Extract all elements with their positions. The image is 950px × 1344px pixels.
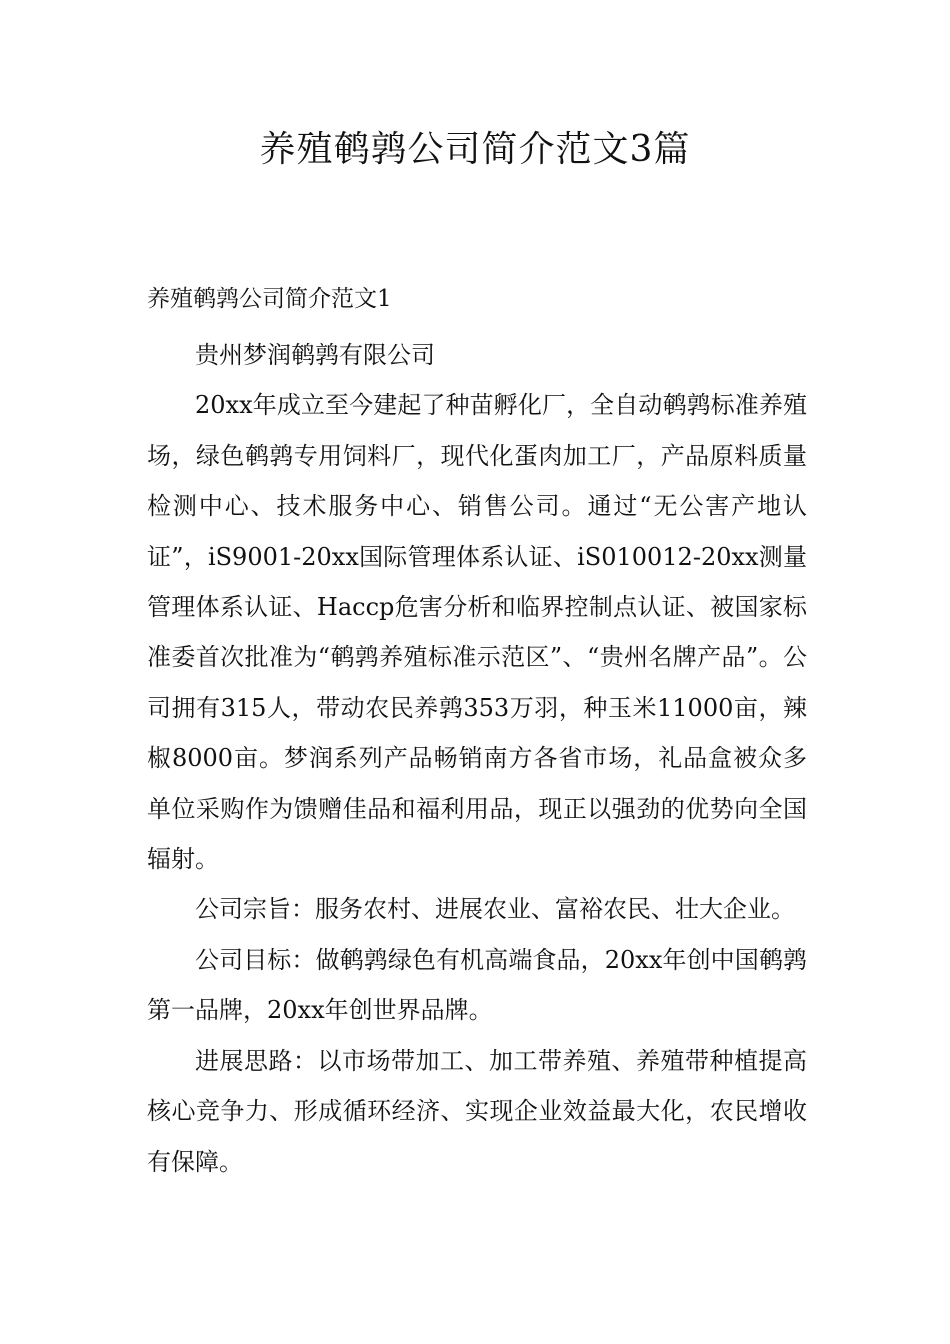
company-purpose-paragraph: 公司宗旨：服务农村、进展农业、富裕农民、壮大企业。	[195, 895, 795, 924]
development-strategy-paragraph: 进展思路：以市场带加工、加工带养殖、养殖带种植提高核心竞争力、形成循环经济、实现企业效益最大化，农民增收有保障。	[147, 1046, 807, 1176]
company-goal-paragraph: 公司目标：做鹌鹑绿色有机高端食品，20xx年创中国鹌鹑第一品牌，20xx年创世界品牌。	[147, 945, 807, 1025]
company-history-paragraph: 20xx年成立至今建起了种苗孵化厂，全自动鹌鹑标准养殖场，绿色鹌鹑专用饲料厂，现代化蛋肉加工厂，产品原料质量检测中心、技术服务中心、销售公司。通过“无公害产地认证”，iS9001-20xx国际管理体系认证、iS010012-20xx测量管理体系认证、Haccp危害分析和临界控制点认证、被国家标准委首次批准为“鹌鹑养殖标准示范区”、“贵州名牌产品”。公司拥有315人，带动农民养鹑353万羽，种玉米11000亩，辣椒8000亩。梦润系列产品畅销南方各省市场，礼品盒被众多单位采购作为馈赠佳品和福利用品，现正以强劲的优势向全国辐射。	[147, 391, 807, 874]
document-body	[147, 330, 807, 1187]
section-heading: 养殖鹌鹑公司简介范文1	[147, 286, 392, 312]
document-title: 养殖鹌鹑公司简介范文3篇	[259, 129, 691, 170]
company-name-paragraph: 贵州梦润鹌鹑有限公司	[195, 341, 435, 369]
